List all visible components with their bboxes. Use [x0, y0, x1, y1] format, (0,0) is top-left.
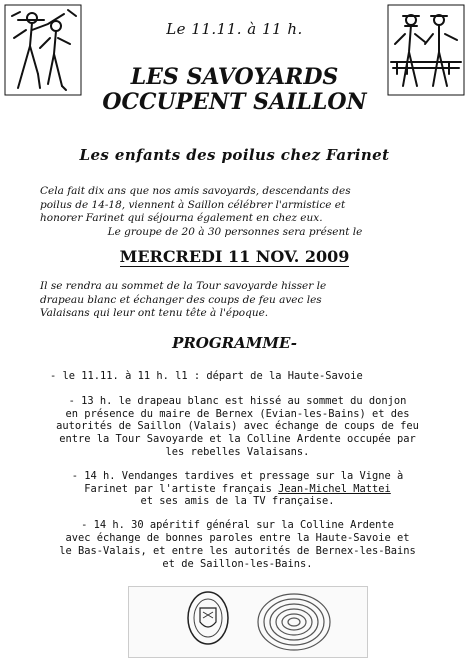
description-line: Il se rendra au sommet de la Tour savoyarde hisser le [40, 280, 327, 292]
intro-line: Cela fait dix ans que nos amis savoyards, descendants des [40, 185, 351, 197]
programme-line: - le 11.11. à 11 h. l1 : départ de la Haute-Savoie [50, 370, 363, 382]
main-title-line-1: LES SAVOYARDS [130, 64, 339, 90]
programme-line [40, 483, 435, 496]
programme-item [40, 395, 435, 459]
event-date-time: Le 11.11. à 11 h. [166, 20, 303, 38]
programme-text: Farinet par l'artiste français [84, 482, 279, 495]
programme-line: - 14 h. 30 apéritif général sur la Colline Ardente [81, 519, 394, 532]
programme-line: autorités de Saillon (Valais) avec échange de coups de feu [56, 420, 419, 433]
main-title-line-2: OCCUPENT SAILLON [102, 89, 367, 115]
intro-line: honorer Farinet qui séjourna également en chez eux. [40, 212, 323, 224]
intro-line: Le groupe de 20 à 30 personnes sera présent le [107, 225, 363, 238]
subtitle: Les enfants des poilus chez Farinet [79, 146, 390, 164]
description-line: Valaisans qui leur ont tenu tête à l'époque. [40, 307, 269, 319]
official-seal-icon [185, 588, 231, 648]
programme-line: les rebelles Valaisans. [165, 445, 310, 458]
programme-line: et de Saillon-les-Bains. [162, 557, 313, 570]
programme-line: avec échange de bonnes paroles entre la Haute-Savoie et [65, 531, 410, 544]
artist-name: Jean-Michel Mattei [278, 482, 391, 495]
programme-line: - 14 h. Vendanges tardives et pressage sur la Vigne à [71, 469, 404, 482]
programme-line: le Bas-Valais, et entre les autorités de Bernex-les-Bains [59, 544, 416, 557]
programme-line: et ses amis de la TV française. [140, 495, 335, 508]
programme-line: - 13 h. le drapeau blanc est hissé au sommet du donjon [68, 394, 407, 407]
programme-item [40, 519, 435, 570]
description-line: drapeau blanc et échanger des coups de feu avec les [40, 293, 322, 306]
programme-line: en présence du maire de Bernex (Evian-les-Bains) et des [65, 407, 410, 420]
thumbprint-icon [252, 588, 336, 654]
programme-item [40, 370, 435, 383]
event-date-heading [0, 247, 469, 266]
description-paragraph [40, 280, 425, 321]
programme-line: entre la Tour Savoyarde et la Colline Ardente occupée par [59, 433, 416, 446]
intro-line: poilus de 14-18, viennent à Saillon célébrer l'armistice et [40, 198, 346, 211]
programme-title: PROGRAMME- [172, 334, 297, 352]
intro-paragraph [40, 185, 430, 239]
programme-item [40, 470, 435, 508]
event-date-text: MERCREDI 11 NOV. 2009 [119, 247, 350, 266]
programme-list [40, 370, 435, 581]
